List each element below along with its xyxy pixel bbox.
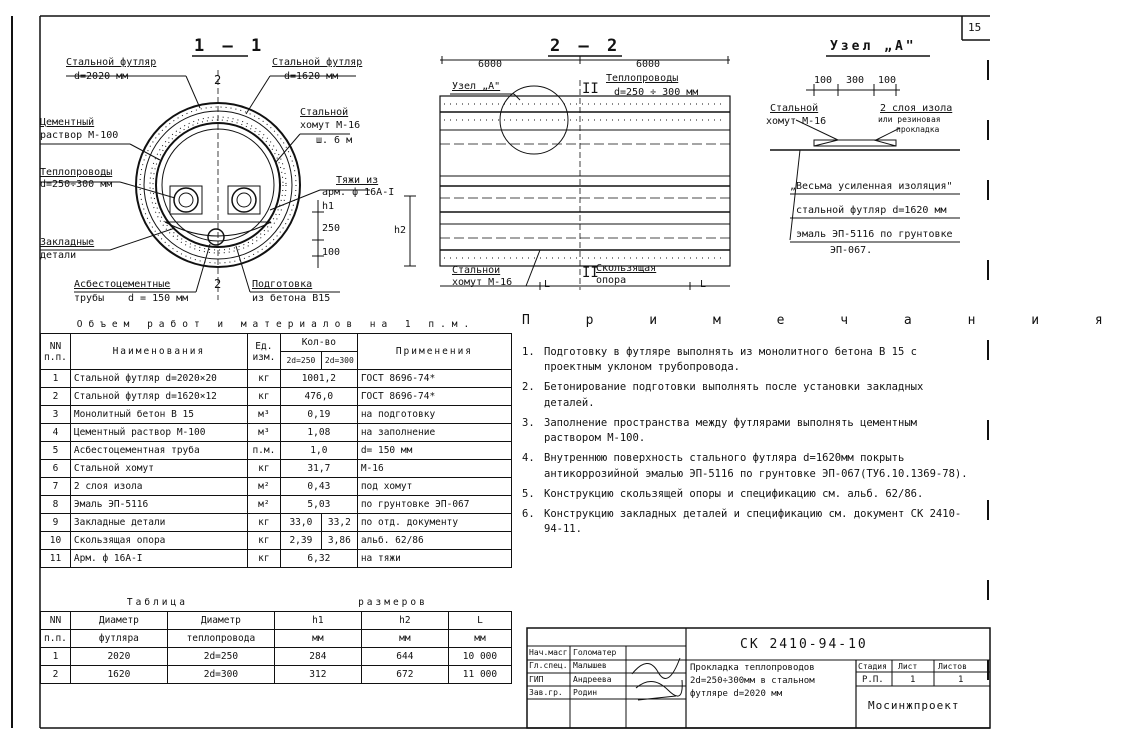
vt-cell-n: 6	[41, 460, 71, 478]
vt-cell-use: под хомут	[357, 478, 511, 496]
note-item	[522, 451, 977, 481]
note-text: Конструкцию закладных деталей и спецификацию см. документ СК 2410-94-11.	[544, 507, 962, 536]
sizes-table-title: Таблица	[41, 594, 275, 612]
volume-row	[41, 424, 512, 442]
rods-label2: арм. ф 16А-I	[322, 187, 395, 198]
asbestos-label2: трубы	[74, 293, 105, 304]
vt-h-unit: Ед. изм.	[247, 334, 280, 370]
tb-sheets: 1	[958, 675, 964, 685]
st-cell-pipe: 2d=300	[167, 666, 274, 684]
sizes-table	[40, 594, 512, 684]
mark-ii-bottom: II	[582, 265, 599, 281]
st-h-d1: Диаметр	[70, 612, 167, 630]
note-item	[522, 380, 977, 410]
tb-person: Андреева	[573, 674, 612, 684]
outer-case-d: d=2020 мм	[74, 71, 129, 82]
tb-role: Гл.спец.	[529, 661, 568, 671]
node-a-layer3: эмаль ЭП-5116 по грунтовке	[796, 229, 953, 240]
sizes-row	[41, 648, 512, 666]
dim-L2: L	[700, 279, 707, 290]
dim-h1: h1	[322, 201, 335, 212]
signature-scribble	[628, 644, 684, 704]
vt-cell-use: ГОСТ 8696-74*	[357, 388, 511, 406]
note-text: Внутреннюю поверхность стального футляра d=1620мм покрыть антикоррозийной эмалью ЭП-5116 по грунтовке ЭП-067(ТУ6.10.1369-78).	[544, 452, 968, 480]
vt-cell-unit: кг	[247, 460, 280, 478]
vt-cell-unit: м³	[247, 406, 280, 424]
node-a-clamp2: хомут М-16	[766, 116, 827, 127]
vt-cell-use: d= 150 мм	[357, 442, 511, 460]
vt-h-qty: Кол-во	[280, 334, 357, 352]
note-number: 5.	[522, 487, 535, 500]
node-a-iso2: или резиновая	[878, 115, 941, 124]
note-item	[522, 345, 977, 375]
vt-cell-unit: кг	[247, 388, 280, 406]
vt-cell-q: 476,0	[280, 388, 357, 406]
dim-L1: L	[544, 279, 551, 290]
vt-cell-n: 3	[41, 406, 71, 424]
vt-cell-q: 0,19	[280, 406, 357, 424]
vt-cell-use: альб. 62/86	[357, 532, 511, 550]
base-label: Подготовка	[252, 279, 313, 290]
st-h-mm1: мм	[274, 630, 361, 648]
st-cell-d: 2020	[70, 648, 167, 666]
vt-cell-q1: 33,0	[280, 514, 321, 532]
clamp-label2: хомут М-16	[300, 120, 361, 131]
st-cell-h2: 644	[361, 648, 448, 666]
vt-h-nn: NN п.п.	[41, 334, 71, 370]
vt-cell-unit: кг	[247, 370, 280, 388]
st-h-L: L	[448, 612, 511, 630]
volume-row	[41, 478, 512, 496]
section-1-1-title: 1 — 1	[194, 36, 266, 56]
dim-100: 100	[322, 247, 341, 258]
tb-stage: Р.П.	[862, 675, 884, 685]
st-h-nn: NN	[41, 612, 71, 630]
base-label2: из бетона В15	[252, 293, 331, 304]
vt-cell-use: на заполнение	[357, 424, 511, 442]
note-item	[522, 487, 977, 502]
node-a-layer4: ЭП-067.	[830, 245, 873, 256]
node-a-iso3: прокладка	[896, 125, 940, 134]
vt-cell-q: 6,32	[280, 550, 357, 568]
vt-cell-n: 5	[41, 442, 71, 460]
tb-sheets-h: Листов	[938, 662, 967, 671]
vt-cell-q2: 33,2	[321, 514, 357, 532]
vt-cell-unit: кг	[247, 514, 280, 532]
sizes-row	[41, 666, 512, 684]
note-number: 6.	[522, 507, 535, 520]
vt-cell-use: на тяжи	[357, 550, 511, 568]
vt-h-use: Применения	[357, 334, 511, 370]
vt-cell-use: по отд. документу	[357, 514, 511, 532]
vt-cell-n: 1	[41, 370, 71, 388]
vt-cell-use: ГОСТ 8696-74*	[357, 370, 511, 388]
vt-cell-name: Стальной футляр d=1620×12	[70, 388, 247, 406]
tb-sheet-h: Лист	[898, 662, 918, 671]
volume-row	[41, 496, 512, 514]
dim-h2: h2	[394, 225, 407, 236]
note-item	[522, 416, 977, 446]
cut-mark-top: 2	[214, 73, 222, 87]
dim-250: 250	[322, 223, 341, 234]
st-cell-d: 1620	[70, 666, 167, 684]
tb-role: Зав.гр.	[529, 687, 563, 697]
vt-cell-unit: кг	[247, 532, 280, 550]
node-a-title: Узел „А"	[830, 39, 917, 54]
volume-table	[40, 316, 512, 568]
tb-person: Родин	[573, 687, 598, 697]
doc-code: СК 2410-94-10	[740, 637, 868, 652]
vt-cell-name: Стальной футляр d=2020×20	[70, 370, 247, 388]
vt-cell-name: Закладные детали	[70, 514, 247, 532]
dim-6000-right: 6000	[636, 59, 661, 70]
embedded-label: Закладные	[40, 237, 95, 248]
note-number: 4.	[522, 452, 535, 465]
tb-org: Мосинжпроект	[868, 699, 960, 712]
vt-cell-n: 10	[41, 532, 71, 550]
vt-cell-name: Арм. ф 16А-I	[70, 550, 247, 568]
volume-row	[41, 532, 512, 550]
vt-cell-name: Асбестоцементная труба	[70, 442, 247, 460]
clamp-label: Стальной	[300, 107, 349, 118]
vt-h-q300: 2d=300	[321, 352, 357, 370]
tb-desc1: Прокладка теплопроводов	[690, 663, 815, 673]
vt-cell-n: 8	[41, 496, 71, 514]
st-h-h1: h1	[274, 612, 361, 630]
tb-desc2: 2d=250÷300мм в стальном	[690, 676, 815, 686]
volume-row	[41, 550, 512, 568]
vt-cell-unit: кг	[247, 550, 280, 568]
note-item	[522, 507, 977, 537]
vt-cell-n: 4	[41, 424, 71, 442]
vt-h-name: Наименования	[70, 334, 247, 370]
vt-cell-n: 9	[41, 514, 71, 532]
note-text: Заполнение пространства между футлярами выполнять цементным раствором М-100.	[544, 416, 917, 445]
notes-title: П р и м е ч а н и я	[522, 313, 1127, 328]
pipes-22-label: Теплопроводы	[606, 73, 679, 84]
clamp-label3: ш. 6 м	[316, 135, 353, 146]
note-text: Подготовку в футляре выполнять из монолитного бетона В 15 с проектным уклоном трубопровода.	[544, 346, 917, 374]
dim-6000-left: 6000	[478, 59, 503, 70]
tb-stage-h: Стадия	[858, 662, 887, 671]
st-h-d1b: футляра	[70, 630, 167, 648]
vt-cell-n: 7	[41, 478, 71, 496]
cement-label: Цементный	[40, 117, 95, 128]
tb-sheet: 1	[910, 675, 916, 685]
section-1-1-drawing	[40, 56, 370, 300]
tb-desc3: футляре d=2020 мм	[690, 689, 783, 699]
outer-case-label: Стальной футляр	[66, 57, 157, 68]
cut-mark-bottom: 2	[214, 277, 222, 291]
volume-table-title: Объем работ и материалов на 1 п.м.	[41, 316, 512, 334]
note-text: Конструкцию скользящей опоры и спецификацию см. альб. 62/86.	[544, 487, 924, 500]
st-h-nn2: п.п.	[41, 630, 71, 648]
st-h-mm3: мм	[448, 630, 511, 648]
st-cell-h1: 312	[274, 666, 361, 684]
vt-cell-q: 31,7	[280, 460, 357, 478]
node-a-iso: 2 слоя изола	[880, 103, 953, 114]
tb-role: Нач.масг.	[529, 648, 573, 657]
vt-cell-unit: п.м.	[247, 442, 280, 460]
st-cell-n: 2	[41, 666, 71, 684]
vt-cell-name: Стальной хомут	[70, 460, 247, 478]
inner-case-label: Стальной футляр	[272, 57, 363, 68]
node-a-layer1: „Весьма усиленная изоляция"	[790, 181, 953, 192]
st-cell-pipe: 2d=250	[167, 648, 274, 666]
pipes-d: d=250÷300 мм	[40, 179, 113, 190]
vt-h-q250: 2d=250	[280, 352, 321, 370]
vt-cell-q: 5,03	[280, 496, 357, 514]
cement-label2: раствор М-100	[40, 130, 119, 141]
asbestos-d: d = 150 мм	[128, 293, 189, 304]
volume-row	[41, 388, 512, 406]
clamp-22-label2: хомут М-16	[452, 277, 513, 288]
st-h-d2: Диаметр	[167, 612, 274, 630]
vt-cell-use: по грунтовке ЭП-067	[357, 496, 511, 514]
section-2-2-title: 2 — 2	[550, 36, 622, 56]
node-a-d3: 100	[878, 75, 897, 86]
vt-cell-q: 1001,2	[280, 370, 357, 388]
vt-cell-q: 1,0	[280, 442, 357, 460]
note-text: Бетонирование подготовки выполнять после установки закладных деталей.	[544, 381, 924, 409]
vt-cell-unit: м²	[247, 496, 280, 514]
sizes-table-title2: размеров	[274, 594, 511, 612]
vt-cell-name: 2 слоя изола	[70, 478, 247, 496]
st-h-d2b: теплопровода	[167, 630, 274, 648]
pipes-22-d: d=250 ÷ 300 мм	[614, 87, 699, 98]
volume-row	[41, 370, 512, 388]
vt-cell-name: Скользящая опора	[70, 532, 247, 550]
node-a-d2: 300	[846, 75, 865, 86]
note-number: 2.	[522, 381, 535, 394]
vt-cell-use: на подготовку	[357, 406, 511, 424]
clamp-22-label: Стальной	[452, 265, 501, 276]
st-cell-L: 10 000	[448, 648, 511, 666]
vt-cell-q2: 3,86	[321, 532, 357, 550]
volume-row	[41, 406, 512, 424]
vt-cell-n: 11	[41, 550, 71, 568]
inner-case-d: d=1620 мм	[284, 71, 339, 82]
note-number: 1.	[522, 346, 535, 358]
support-label2: опора	[596, 275, 627, 286]
vt-cell-q: 1,08	[280, 424, 357, 442]
vt-cell-unit: м²	[247, 478, 280, 496]
node-a-layer2: стальной футляр d=1620 мм	[796, 205, 947, 216]
vt-cell-q: 0,43	[280, 478, 357, 496]
vt-cell-name: Цементный раствор М-100	[70, 424, 247, 442]
volume-row	[41, 514, 512, 532]
sheet-number: 15	[968, 21, 982, 34]
embedded-label2: детали	[40, 250, 77, 261]
pipes-label: Теплопроводы	[40, 167, 113, 178]
tb-person: Голоматер	[573, 648, 617, 657]
note-number: 3.	[522, 416, 535, 429]
vt-cell-use: М-16	[357, 460, 511, 478]
support-label: Скользящая	[596, 263, 657, 274]
st-cell-n: 1	[41, 648, 71, 666]
node-a-d1: 100	[814, 75, 833, 86]
volume-row	[41, 442, 512, 460]
notes-list	[522, 345, 977, 542]
tb-role: ГИП	[529, 674, 544, 684]
tb-person: Малышев	[573, 661, 607, 671]
mark-ii-top: II	[582, 81, 599, 97]
st-h-mm2: мм	[361, 630, 448, 648]
vt-cell-name: Эмаль ЭП-5116	[70, 496, 247, 514]
st-h-h2: h2	[361, 612, 448, 630]
st-cell-L: 11 000	[448, 666, 511, 684]
vt-cell-n: 2	[41, 388, 71, 406]
node-a-clamp: Стальной	[770, 103, 819, 114]
rods-label: Тяжи из	[336, 175, 379, 186]
vt-cell-unit: м³	[247, 424, 280, 442]
asbestos-label: Асбестоцементные	[74, 279, 171, 290]
st-cell-h1: 284	[274, 648, 361, 666]
st-cell-h2: 672	[361, 666, 448, 684]
volume-row	[41, 460, 512, 478]
vt-cell-name: Монолитный бетон В 15	[70, 406, 247, 424]
vt-cell-q1: 2,39	[280, 532, 321, 550]
node-a-ref: Узел „А"	[452, 81, 501, 92]
